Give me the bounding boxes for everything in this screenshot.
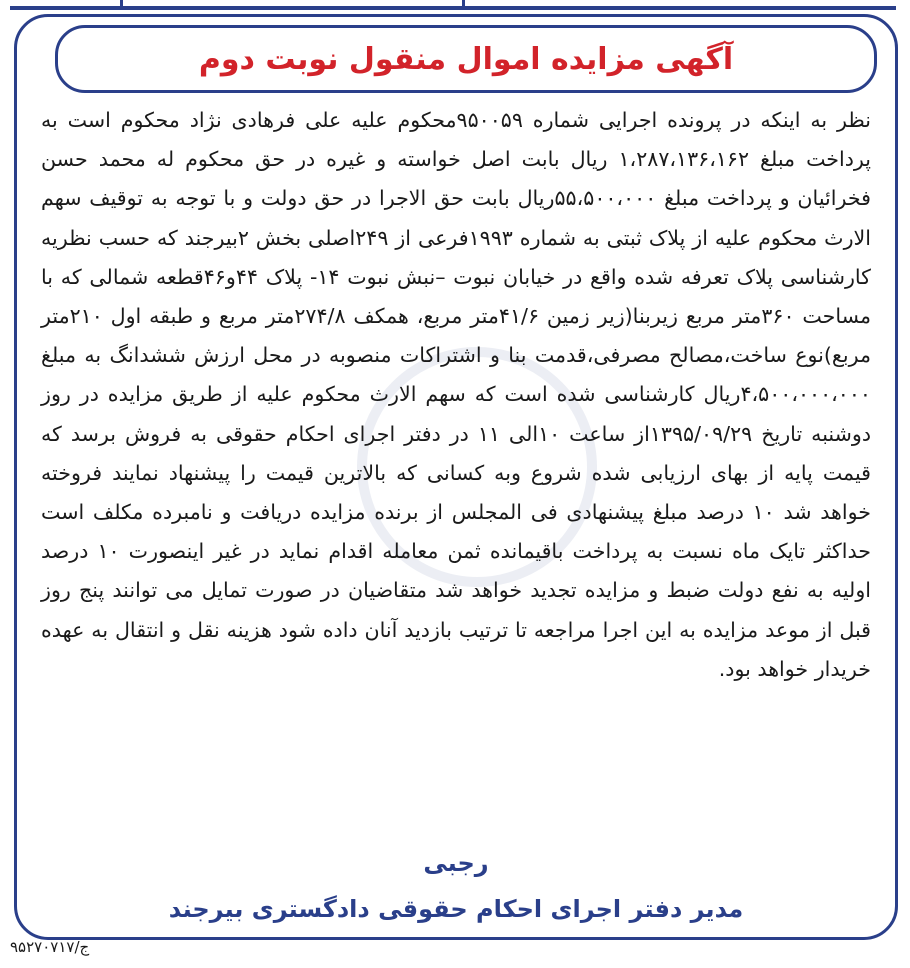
top-rule [10, 6, 896, 10]
title-banner [55, 25, 877, 93]
crop-mark [120, 0, 123, 8]
notice-title: آگهی مزایده اموال منقول نوبت دوم [198, 41, 734, 77]
reference-number: ج/۹۵۲۷۰۷۱۷ [10, 938, 90, 956]
signer-name: رجبی [423, 849, 489, 877]
crop-mark [462, 0, 465, 8]
signer-role: مدیر دفتر اجرای احکام حقوقی دادگستری بیرجند [168, 895, 744, 923]
notice-body: نظر به اینکه در پرونده اجرایی شماره ۹۵۰۰۵۹محکوم علیه علی فرهادی نژاد محکوم است به پرداخت مبلغ ۱،۲۸۷،۱۳۶،۱۶۲ ریال بابت اصل خواسته و غیره در حق محکوم له محمد حسن فخرائیان و پرداخت مبلغ ۵۵،۵۰۰،۰۰۰ریال بابت حق الاجرا در حق دولت و با توجه به توقیف سهم الارث محکوم علیه از پلاک ثبتی به شماره ۱۹۹۳فرعی از ۲۴۹اصلی بخش ۲بیرجند که حسب نظریه کارشناسی پلاک تعرفه شده واقع در خیابان نبوت –نبش نبوت ۱۴- پلاک ۴۴و۴۶قطعه شمالی که با مساحت ۳۶۰متر مربع زیربنا(زیر زمین ۴۱/۶متر مربع، همکف ۲۷۴/۸متر مربع و طبقه اول ۲۱۰متر مربع)نوع ساخت،مصالح مصرفی،قدمت بنا و اشتراکات منصوبه در محل ارزش ششدانگ به مبلغ ۴،۵۰۰،۰۰۰،۰۰۰ریال کارشناسی شده است که سهم الارث محکوم علیه از طریق مزایده در روز دوشنبه تاریخ ۱۳۹۵/۰۹/۲۹از ساعت ۱۰الی ۱۱ در دفتر اجرای احکام حقوقی به فروش برسد که قیمت پایه از بهای ارزیابی شده شروع وبه کسانی که بالاترین قیمت را پیشنهاد نمایند فروخته خواهد شد ۱۰ درصد مبلغ پیشنهادی فی المجلس از برنده مزایده دریافت و نامبرده مکلف است حداکثر تایک ماه نسبت به پرداخت باقیمانده ثمن معامله اقدام نماید در غیر اینصورت ۱۰ درصد اولیه به نفع دولت ضبط و مزایده تجدید خواهد شد متقاضیان در صورت تمایل می توانند پنج روز قبل از موعد مزایده به این اجرا مراجعه تا ترتیب بازدید آنان داده شود هزینه نقل و انتقال به عهده خریدار خواهد بود. [41, 108, 872, 681]
notice-frame [14, 14, 898, 940]
